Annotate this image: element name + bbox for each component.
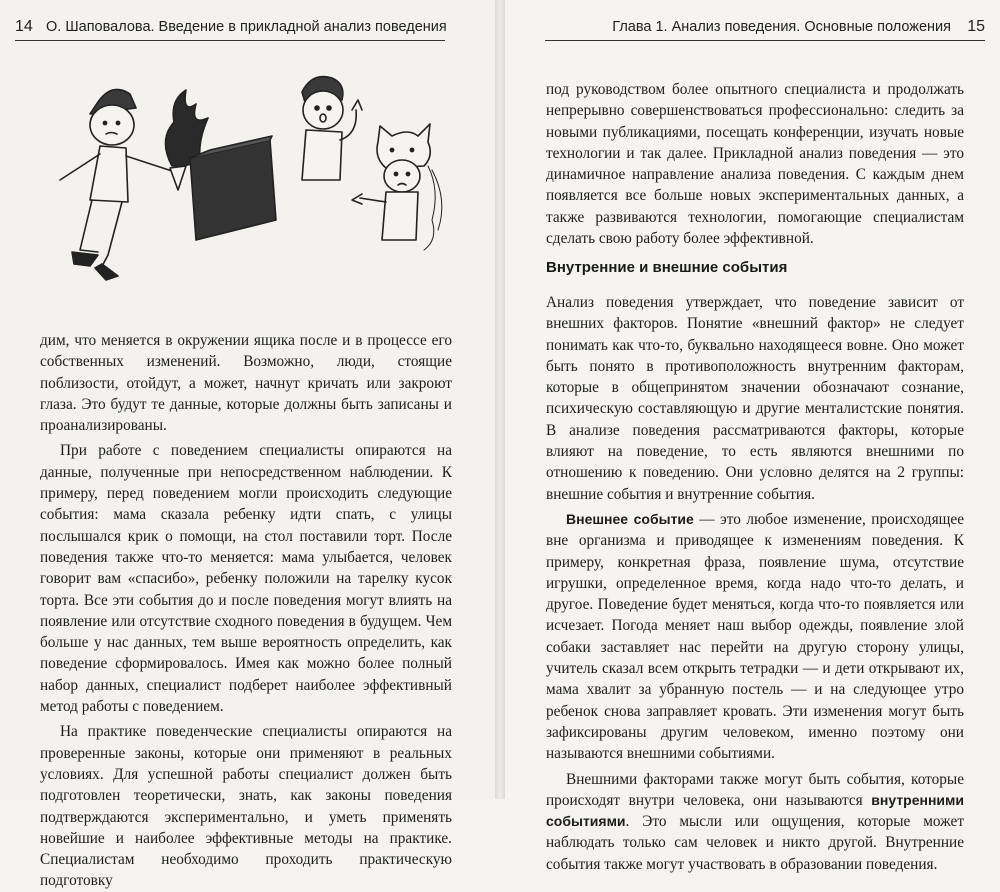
right-page [505,0,1000,873]
illustration-kids-burning-box [40,70,460,310]
book-gutter [495,0,505,799]
left-paragraph-3: На практике поведенческие специалисты опираются на проверенные законы, которые они применяют в реальных условиях. Для успешной работы специалист должен быть подготовлен теоретически, знать, как законы поведения подтверждаются экспериментально, и уметь применять новейшие и наиболее эффективные методы на практике. Специалистам необходимо проходить практическую подготовку [40,723,452,890]
term-external-event: Внешнее событие [566,510,694,527]
right-paragraph-3-start: Внешними факторами также могут быть события, которые происходят внутри человека, они называются [546,770,964,809]
running-head-right-text: Глава 1. Анализ поведения. Основные положения [612,19,951,35]
left-page [0,0,495,890]
left-paragraph-2: При работе с поведением специалисты опираются на данные, полученные при непосредственном наблюдении. К примеру, перед поведением могли происходить следующие события: мама сказала ребенку идти спать, с улицы послышался крик о помощи, на стол поставили торт. После поведения также что-то меняется: мама улыбается, человек говорит вам «спасибо», ребенку положили на тарелку кусок торта. Все эти события до и после поведения могут влиять на появление или отсутствие сходного поведения в будущем. Чем больше у нас данных, тем выше вероятность определить, как поведение сформировалось. Имея как можно более полный набор данных, специалист подберет наиболее эффективный метод работы с поведением. [40,442,452,716]
page-number-left: 14 [15,18,33,35]
running-head-left-text: О. Шаповалова. Введение в прикладной анализ поведения [46,19,447,35]
right-intro-text [546,79,964,249]
right-paragraph-3 [546,769,964,875]
box-drawing [190,136,276,240]
section-heading: Внутренние и внешние события [546,259,788,276]
right-paragraph-intro: под руководством более опытного специалиста и продолжать непрерывно совершенствоваться профессионально: следить за новыми публикациями, посещать конференции, изучать новые технологии и так далее. Прикладной анализ поведения — это динамичное направление анализа поведения. С каждым днем появляется все больше новых экспериментальных данных, а также развиваются технологии, помогающие специалистам сделать свою работу более эффективной. [546,81,964,248]
scared-boy-drawing [302,77,362,180]
left-body-text [40,330,452,892]
right-paragraph-3-end: . Это мысли или ощущения, которые может наблюдать только сам человек и никто другой. Внутренние события также могут участвовать в образовании поведения. [546,813,964,873]
scared-girl-drawing [352,124,442,250]
boy-with-torch-drawing [60,90,175,281]
left-paragraph-1: дим, что меняется в окружении ящика после и в процессе его собственных изменений. Возможно, люди, стоящие поблизости, отойдут, а может, начнут кричать или закроют глаза. Это будут те данные, которые должны быть записаны и проанализированы. [40,332,452,435]
right-paragraph-2-text: — это любое изменение, происходящее вне организма и приводящее к изменениям поведения. К примеру, конкретная фраза, появление шума, отсутствие игрушки, определенное время, когда надо что-то делать, и другое. Поведение будет меняться, когда что-то появляется или исчезает. Погода меняет наш выбор одежды, появление злой собаки заставляет нас перейти на другую сторону улицы, учитель сказал всем открыть тетрадки — и дети открывают их, мама хвалит за убранную постель — и на следующее утро ребенок снова заправляет кровать. Эти изменения могут быть зафиксированы другим человеком, именно поэтому они называются внешними событиями. [546,510,964,763]
page-number-right: 15 [967,18,985,35]
right-paragraph-1: Анализ поведения утверждает, что поведение зависит от внешних факторов. Понятие «внешний фактор» не следует понимать как что-то, буквально находящееся вовне. Оно может быть понято в противоположность внутренним факторам, которые в общепринятом значении обозначают сознание, психическую составляющую и другие менталистские понятия. В анализе поведения рассматриваются факторы, которые влияют на поведение, то есть являются внешними по отношению к поведению. Они условно делятся на 2 группы: внешние события и внутренние события. [546,294,964,503]
right-section-text [546,292,964,875]
term-internal-event: внутренними событиями [546,791,964,830]
running-head-left [15,18,445,41]
running-head-right [545,18,985,41]
right-paragraph-2 [546,509,964,765]
